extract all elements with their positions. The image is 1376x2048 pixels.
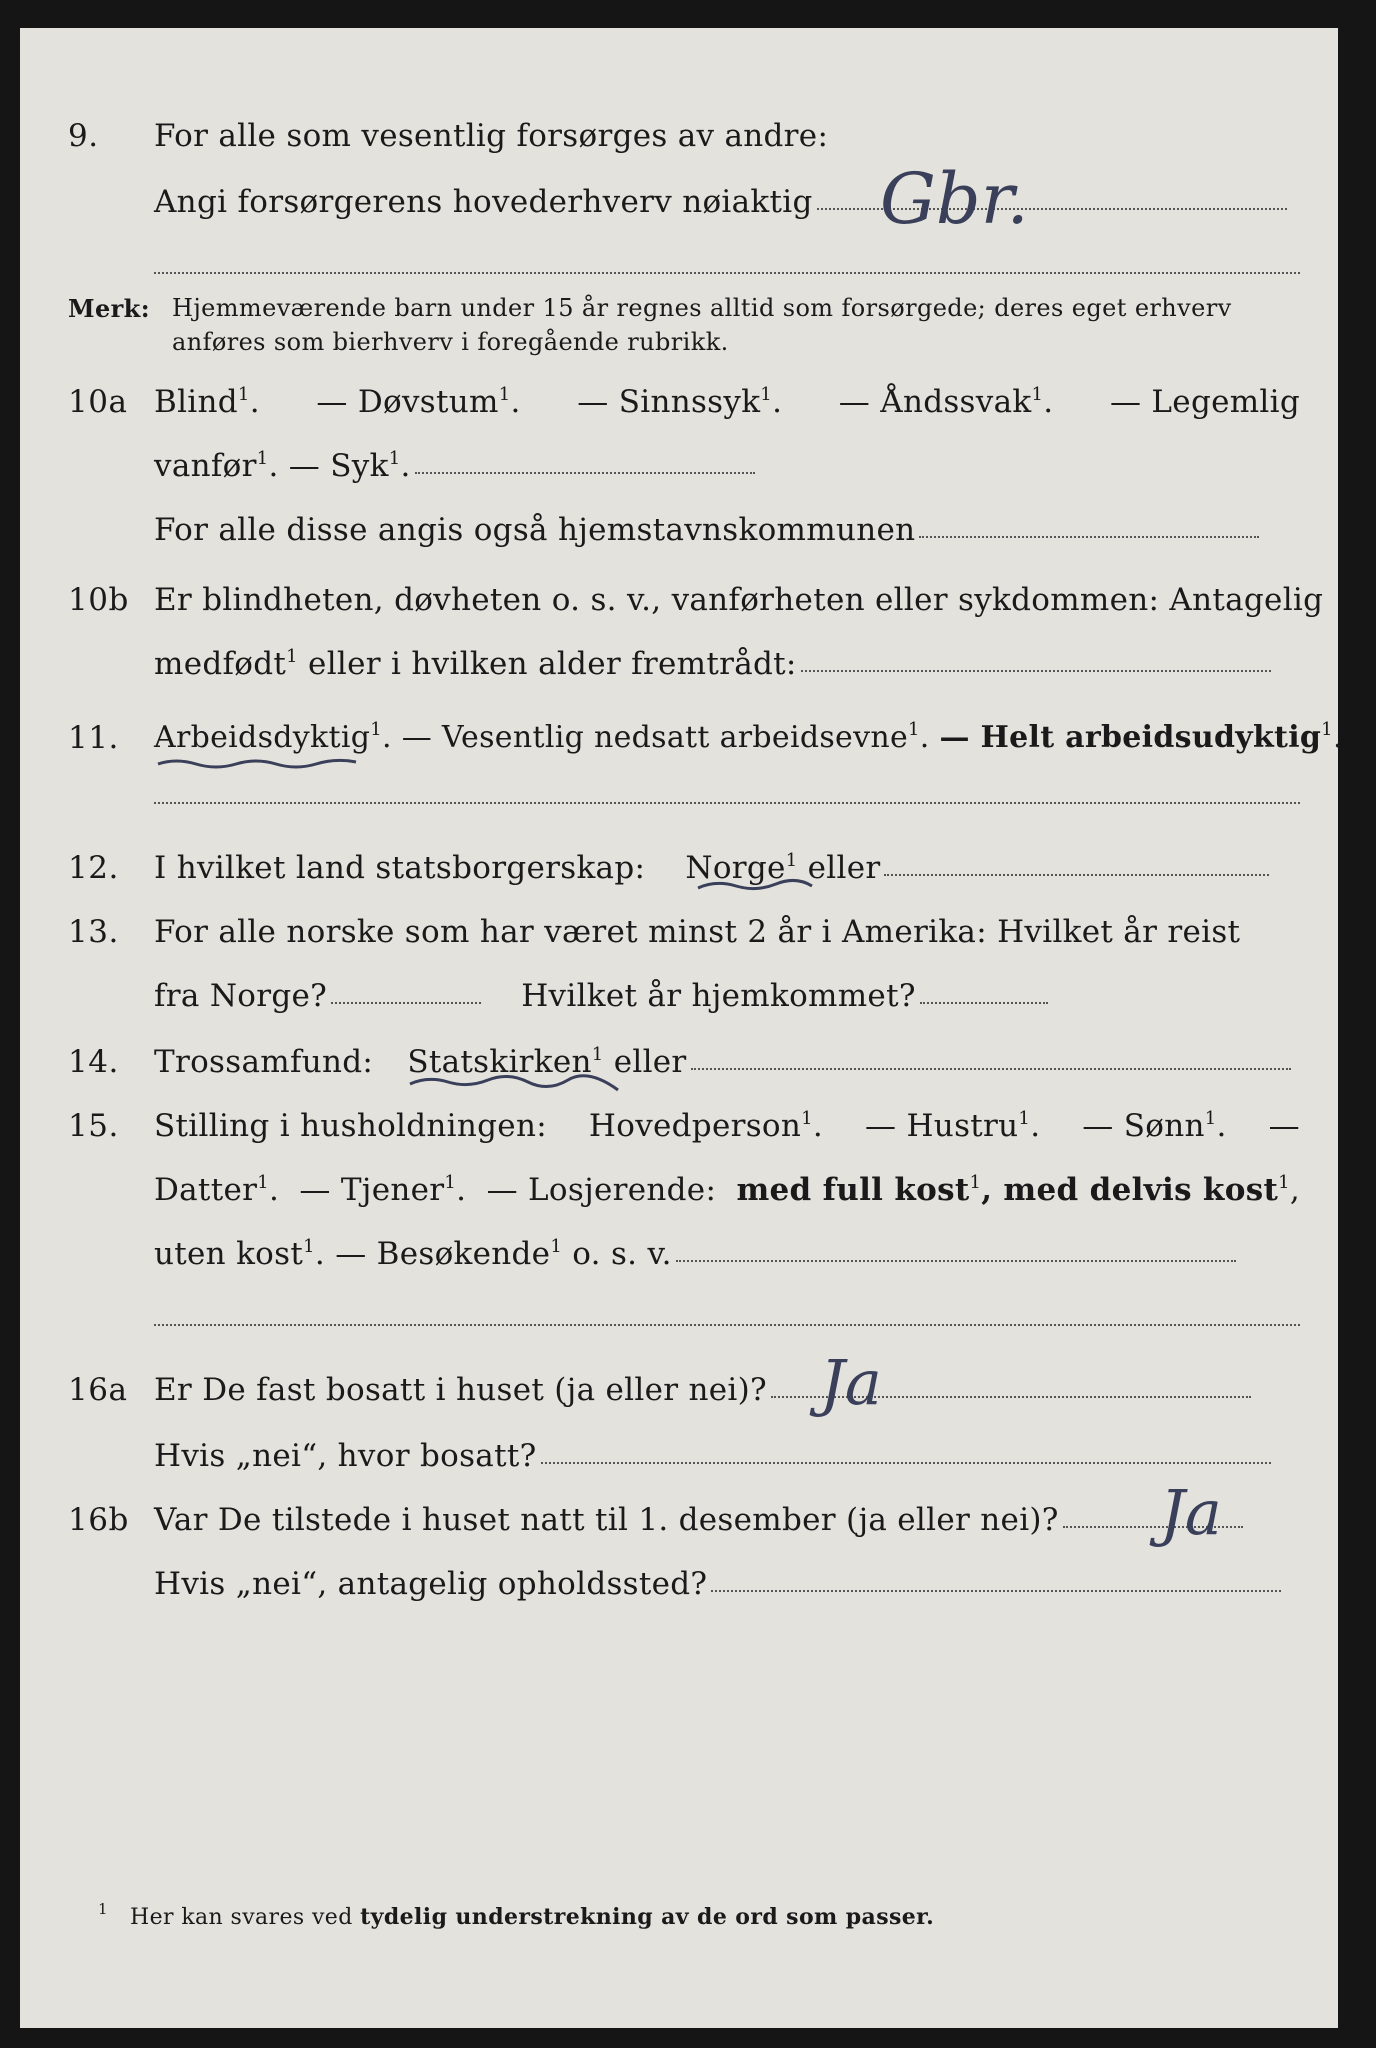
- question-text: Trossamfund:: [154, 1044, 374, 1080]
- handwritten-underline: [696, 876, 816, 896]
- option-sonn[interactable]: — Sønn: [1082, 1108, 1205, 1144]
- footnote-ref: 1: [908, 719, 920, 740]
- option-norge[interactable]: Norge: [685, 850, 786, 886]
- option-vanfor[interactable]: vanfør: [154, 448, 257, 484]
- question-text: eller i hvilken alder fremtrådt:: [308, 646, 797, 682]
- option-losjerende[interactable]: — Losjerende:: [486, 1172, 717, 1208]
- handwritten-answer: Gbr.: [880, 158, 1029, 240]
- question-text: For alle som vesentlig forsørges av andre:: [154, 118, 829, 154]
- answer-line[interactable]: [154, 802, 1300, 804]
- footnote-ref: 1: [256, 448, 269, 469]
- footnote-ref: 1: [286, 646, 298, 667]
- handwritten-answer: Ja: [1160, 1476, 1222, 1549]
- question-15-line-3: uten kost$^1$. — Besøkende$^1$ o. s. v.: [20, 1228, 1338, 1276]
- question-number: 16b: [68, 1502, 129, 1538]
- question-13: [20, 906, 1338, 954]
- footnote-ref: 1: [257, 1172, 269, 1193]
- answer-line[interactable]: [676, 1260, 1236, 1262]
- question-10a-line-2: vanfør$^1$. — Syk$^1$.: [20, 440, 1338, 488]
- footnote-text: Her kan svares ved: [130, 1905, 353, 1930]
- option-medfodt[interactable]: medfødt: [154, 646, 287, 682]
- option-hustru[interactable]: — Hustru: [865, 1108, 1019, 1144]
- question-11: 11. Arbeidsdyktig$^1$. — Vesentlig nedsatt arbeidsevne$^1$. — Helt arbeidsudyktig$^1$.: [68, 719, 1343, 756]
- option-eller: eller: [807, 850, 881, 886]
- footnote-ref: 1: [370, 719, 383, 740]
- question-number: 11.: [68, 720, 119, 756]
- question-10a-line-3: [20, 504, 1338, 552]
- question-10b: [20, 574, 1338, 622]
- handwritten-answer: Ja: [820, 1346, 882, 1419]
- handwritten-underline: [408, 1072, 628, 1096]
- question-10b-line-2: [20, 638, 1338, 686]
- option-blind[interactable]: Blind: [154, 384, 238, 420]
- footnote-ref: 1: [550, 1236, 563, 1257]
- question-14: [20, 1036, 1338, 1084]
- note-label: Merk:: [68, 294, 150, 323]
- question-number: 14.: [68, 1044, 119, 1080]
- option-delvis-kost[interactable]: , med delvis kost: [981, 1172, 1279, 1208]
- option-arbeidsdyktig[interactable]: Arbeidsdyktig: [154, 720, 371, 755]
- answer-line[interactable]: [415, 472, 755, 474]
- option-legemlig[interactable]: — Legemlig: [1109, 384, 1300, 420]
- footnote-ref: 1: [1321, 719, 1333, 740]
- option-andssvak[interactable]: — Åndssvak: [838, 384, 1032, 420]
- footnote-mark: 1: [98, 1900, 108, 1918]
- question-text: Hvilket år hjemkommet?: [521, 978, 916, 1014]
- question-16a-line-2: [20, 1430, 1338, 1478]
- footnote-ref: 1: [1018, 1108, 1031, 1129]
- question-13-line-2: [20, 970, 1338, 1018]
- footnote-ref: 1: [591, 1044, 604, 1065]
- form-page: [20, 28, 1343, 2028]
- answer-line[interactable]: [920, 1002, 1048, 1004]
- answer-line[interactable]: [884, 874, 1269, 876]
- question-text: Var De tilstede i huset natt til 1. desember (ja eller nei)?: [154, 1502, 1059, 1538]
- footnote-ref: 1: [801, 1108, 813, 1129]
- option-statskirken[interactable]: Statskirken: [407, 1044, 592, 1080]
- option-uten-kost[interactable]: uten kost: [154, 1236, 304, 1272]
- note: [68, 294, 1232, 323]
- footnote-ref: 1: [1278, 1172, 1290, 1193]
- question-9: [20, 110, 1338, 158]
- question-text: Er blindheten, døvheten o. s. v., vanførheten eller sykdommen: Antagelig: [154, 582, 1324, 618]
- footnote-ref: 1: [303, 1236, 315, 1257]
- question-text: Angi forsørgerens hovederhverv nøiaktig: [154, 184, 813, 220]
- question-text: Hvis „nei“, antagelig opholdssted?: [154, 1566, 708, 1602]
- footnote-ref: 1: [444, 1172, 457, 1193]
- question-12: [20, 842, 1338, 890]
- question-15-line-2: Datter$^1$. — Tjener$^1$. — Losjerende: med full kost$^1$, med delvis kost$^1$,: [154, 1172, 1300, 1208]
- footnote-ref: 1: [498, 384, 511, 405]
- question-text: Stilling i husholdningen:: [154, 1108, 547, 1144]
- footnote-ref: 1: [1204, 1108, 1217, 1129]
- option-syk[interactable]: — Syk: [288, 448, 389, 484]
- answer-line[interactable]: [801, 670, 1271, 672]
- footnote-ref: 1: [969, 1172, 982, 1193]
- question-9-line-2: [20, 176, 1338, 224]
- question-number: 16a: [68, 1372, 128, 1408]
- option-datter[interactable]: Datter: [154, 1172, 258, 1208]
- option-full-kost[interactable]: med full kost: [736, 1172, 970, 1208]
- note-text: Hjemmeværende barn under 15 år regnes alltid som forsørgede; deres eget erhverv: [172, 294, 1232, 322]
- note-text-2: anføres som bierhverv i foregående rubrikk.: [172, 328, 729, 356]
- footnote-ref: 1: [785, 850, 798, 871]
- answer-line[interactable]: [541, 1462, 1271, 1464]
- option-tjener[interactable]: — Tjener: [299, 1172, 445, 1208]
- question-text: Hvis „nei“, hvor bosatt?: [154, 1438, 537, 1474]
- dash: —: [1268, 1108, 1300, 1144]
- option-eller: eller: [613, 1044, 687, 1080]
- question-number: 10b: [68, 582, 129, 618]
- answer-line[interactable]: [154, 1324, 1300, 1326]
- footnote-ref: 1: [388, 448, 401, 469]
- question-number: 13.: [68, 914, 119, 950]
- question-number: 10a: [68, 384, 128, 420]
- footnote-ref: 1: [237, 384, 250, 405]
- question-number: 12.: [68, 850, 119, 886]
- option-dovstum[interactable]: — Døvstum: [316, 384, 499, 420]
- question-text: For alle disse angis også hjemstavnskommunen: [154, 512, 916, 548]
- question-text: o. s. v.: [572, 1236, 672, 1272]
- question-text: fra Norge?: [154, 978, 328, 1014]
- option-besokende[interactable]: — Besøkende: [335, 1236, 551, 1272]
- answer-line[interactable]: [331, 1002, 481, 1004]
- footnote: [98, 1900, 935, 1930]
- footnote-ref: 1: [760, 384, 773, 405]
- footnote-text-bold: tydelig understrekning av de ord som passer.: [360, 1904, 935, 1930]
- question-10a: 10a Blind$^1$. — Døvstum$^1$. — Sinnssyk$^1$. — Åndssvak$^1$. — Legemlig: [68, 384, 1300, 420]
- question-number: 9.: [68, 118, 99, 154]
- option-arbeidsudyktig[interactable]: — Helt arbeidsudyktig: [939, 720, 1322, 755]
- option-hovedperson[interactable]: Hovedperson: [588, 1108, 802, 1144]
- footnote-ref: 1: [1031, 384, 1044, 405]
- handwritten-underline: [156, 754, 376, 774]
- question-text: I hvilket land statsborgerskap:: [154, 850, 646, 886]
- answer-line[interactable]: [154, 272, 1300, 274]
- option-sinnssyk[interactable]: — Sinnssyk: [577, 384, 761, 420]
- question-number: 15.: [68, 1108, 119, 1144]
- question-text: Er De fast bosatt i huset (ja eller nei)?: [154, 1372, 767, 1408]
- question-16a: [20, 1364, 1338, 1412]
- question-15: 15. Stilling i husholdningen: Hovedperson$^1$. — Hustru$^1$. — Sønn$^1$. —: [68, 1108, 1300, 1144]
- answer-line[interactable]: [919, 536, 1259, 538]
- option-nedsatt-arbeidsevne[interactable]: — Vesentlig nedsatt arbeidsevne: [401, 720, 909, 755]
- question-16b: [20, 1494, 1338, 1542]
- answer-line[interactable]: [711, 1590, 1281, 1592]
- question-text: For alle norske som har været minst 2 år i Amerika: Hvilket år reist: [154, 914, 1241, 950]
- answer-line[interactable]: [691, 1068, 1291, 1070]
- question-16b-line-2: [20, 1558, 1338, 1606]
